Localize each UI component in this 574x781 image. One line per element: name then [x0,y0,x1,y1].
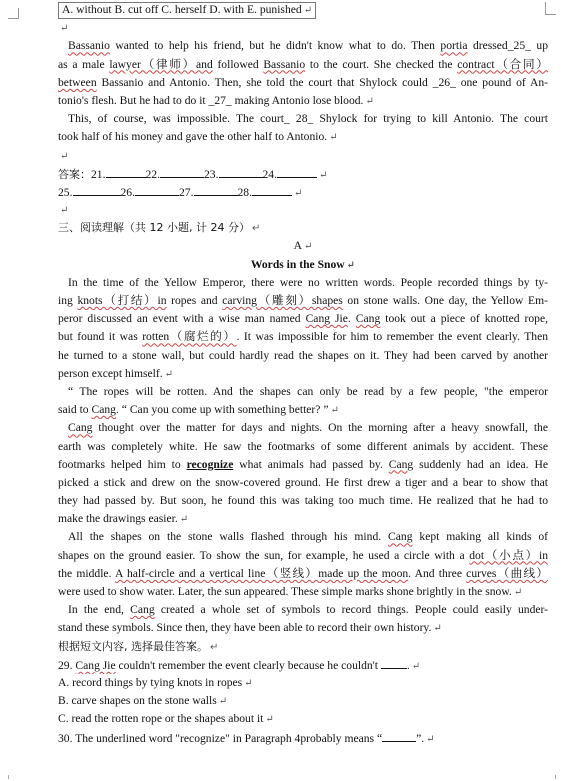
paragraph-mark: ↵ [411,660,421,672]
answer-option[interactable]: C. read the rotten rope or the shapes about it ↵ [58,712,274,726]
text-line: footmarks helped him to recognize what animals had passed by. Cang suddenly had an idea. He [58,457,548,471]
story-paragraph-4 [58,528,548,601]
paragraph-mark: ↵ [244,677,253,689]
section-heading: 三、阅读理解（共 12 小题, 计 24 分） ↵ [58,221,261,235]
answer-blank-30[interactable] [382,729,416,742]
text-line: picked a stick and drew on the snow-covered ground. He first drew a tiger and a bear to show that [58,475,548,489]
paragraph-mark: ↵ [60,205,69,217]
answer-blank-24[interactable] [277,165,317,178]
text-line: “ The ropes will be rotten. And the shapes can only be read by a few people, "the emperor [68,384,548,398]
empty-line [58,19,548,37]
paragraph-mark: ↵ [179,514,189,526]
options-line [58,1,548,19]
text-line: person except himself. ↵ [58,366,174,380]
paragraph-mark: ↵ [346,259,356,271]
answer-row-2: 25. 26. 27. 28. ↵ [58,183,548,201]
text-line: but found it was rotten（腐烂的）. It was impossible for him to remember the event clearly. Then [58,330,548,344]
paragraph-mark: ↵ [60,23,69,35]
text-line: ing knots（打结）in ropes and carving（雕刻）shapes on stone walls. One day, the Yellow Em- [58,294,548,307]
text-line: as a male lawyer（律师）and followed Bassanio to the court. She checked the contract（合同） [58,57,548,71]
text-line: Bassanio wanted to help his friend, but he didn't know what to do. Then portia dressed_25_ up [68,39,548,53]
question-30 [58,729,548,747]
text-line: In the time of the Yellow Emperor, there were no written words. People recorded things by ty- [68,275,548,289]
answer-blank-21[interactable] [106,165,146,178]
document-body [58,1,548,747]
text-line: said to Cang. “ Can you come up with something better? ” ↵ [58,403,339,417]
paragraph-mark: ↵ [251,223,261,235]
text-line: took half of his money and gave the other half to Antonio. ↵ [58,130,338,144]
text-line: Cang thought over the matter for days and nights. On the morning after a heavy snowfall, the [68,421,548,435]
answer-row-1: 答案：21. 22. 23. 24. ↵ [58,165,548,183]
story-paragraph-1 [58,274,548,383]
paragraph-mark: ↵ [164,368,174,380]
paragraph-mark: ↵ [433,623,442,635]
story-paragraph-3 [58,419,548,528]
paragraph-mark: ↵ [329,132,338,144]
text-line: the middle. A half-circle and a vertical line（竖线）made up the moon. And three curves（曲线） [58,566,548,580]
text-line: earth was completely white. He saw the footmarks of some different animals by accident. These [58,439,548,453]
empty-line [58,147,548,165]
paragraph-mark: ↵ [218,696,228,708]
story-paragraph-2 [58,383,548,419]
passage-paragraph-1 [58,37,548,110]
paragraph-mark: ↵ [319,169,328,181]
text-line: they had passed by. But soon, he found this was taking too much time. He realized that he had to [58,494,548,508]
answer-blank-22[interactable] [160,165,204,178]
text-line: make the drawings easier. ↵ [58,512,189,526]
part-label: A ↵ [293,239,313,253]
paragraph-mark: ↵ [210,641,219,653]
passage-paragraph-2 [58,110,548,146]
paragraph-mark: ↵ [265,714,274,726]
text-line: This, of course, was impossible. The court_ 28_ Shylock for trying to kill Antonio. The court [68,112,548,126]
answer-blank-29[interactable] [381,656,407,669]
answer-blank-25[interactable] [73,183,121,196]
answer-option[interactable]: B. carve shapes on the stone walls ↵ [58,694,228,708]
answer-blank-26[interactable] [135,183,179,196]
text-line: peror discussed an event with a wise man named Cang Jie. Cang took out a piece of knotted rope, [58,312,548,326]
question-stem: 29. Cang Jie couldn't remember the event clearly because he couldn't . ↵ [58,656,548,674]
paragraph-mark: ↵ [294,187,303,199]
text-line: In the end, Cang created a whole set of symbols to record things. People could easily under- [68,603,548,617]
paragraph-mark: ↵ [426,733,435,745]
answer-blank-23[interactable] [219,165,263,178]
paragraph-mark: ↵ [303,5,313,16]
text-line: tonio's flesh. But he had to do it _27_ making Antonio lose blood. ↵ [58,93,374,107]
paragraph-mark: ↵ [513,587,523,598]
text-line: he turned to a stone wall, but could hardly read the shapes on it. They had been carved by another [58,348,548,362]
text-line: were used to show water. Later, the sun appeared. These simple marks shone brightly in the snow. ↵ [58,585,523,598]
margin-corner-mark [8,8,19,19]
question-29 [58,656,548,729]
paragraph-mark: ↵ [365,95,374,107]
page-bottom-edge [8,775,556,779]
question-stem: 30. The underlined word "recognize" in Paragraph 4probably means “ ”. ↵ [58,729,548,747]
paragraph-mark: ↵ [60,150,69,162]
paragraph-mark: ↵ [303,241,313,253]
answer-option[interactable]: A. record things by tying knots in ropes ↵ [58,675,253,689]
underlined-word-recognize: recognize [186,457,234,471]
answer-blank-27[interactable] [194,183,238,196]
answer-blank-28[interactable] [252,183,292,196]
text-line: All the shapes on the stone walls flashed through his mind. Cang kept making all kinds of [68,530,548,544]
options-box: A. without B. cut off C. herself D. with E. punished ↵ [58,2,316,19]
story-paragraph-5 [58,601,548,637]
question-instruction: 根据短文内容, 选择最佳答案。 ↵ [58,639,219,653]
story-title: Words in the Snow ↵ [250,257,356,271]
text-line: stand these symbols. Since then, they have been able to record their own history. ↵ [58,621,442,635]
text-line: between Bassanio and Antonio. Then, she told the court that Shylock could _26_ one pound of An- [58,75,548,89]
paragraph-mark: ↵ [330,405,339,417]
text-line: shapes on the ground easier. To show the sun, for example, he used a circle with a dot（小点）in [58,548,548,562]
empty-line [58,201,548,219]
